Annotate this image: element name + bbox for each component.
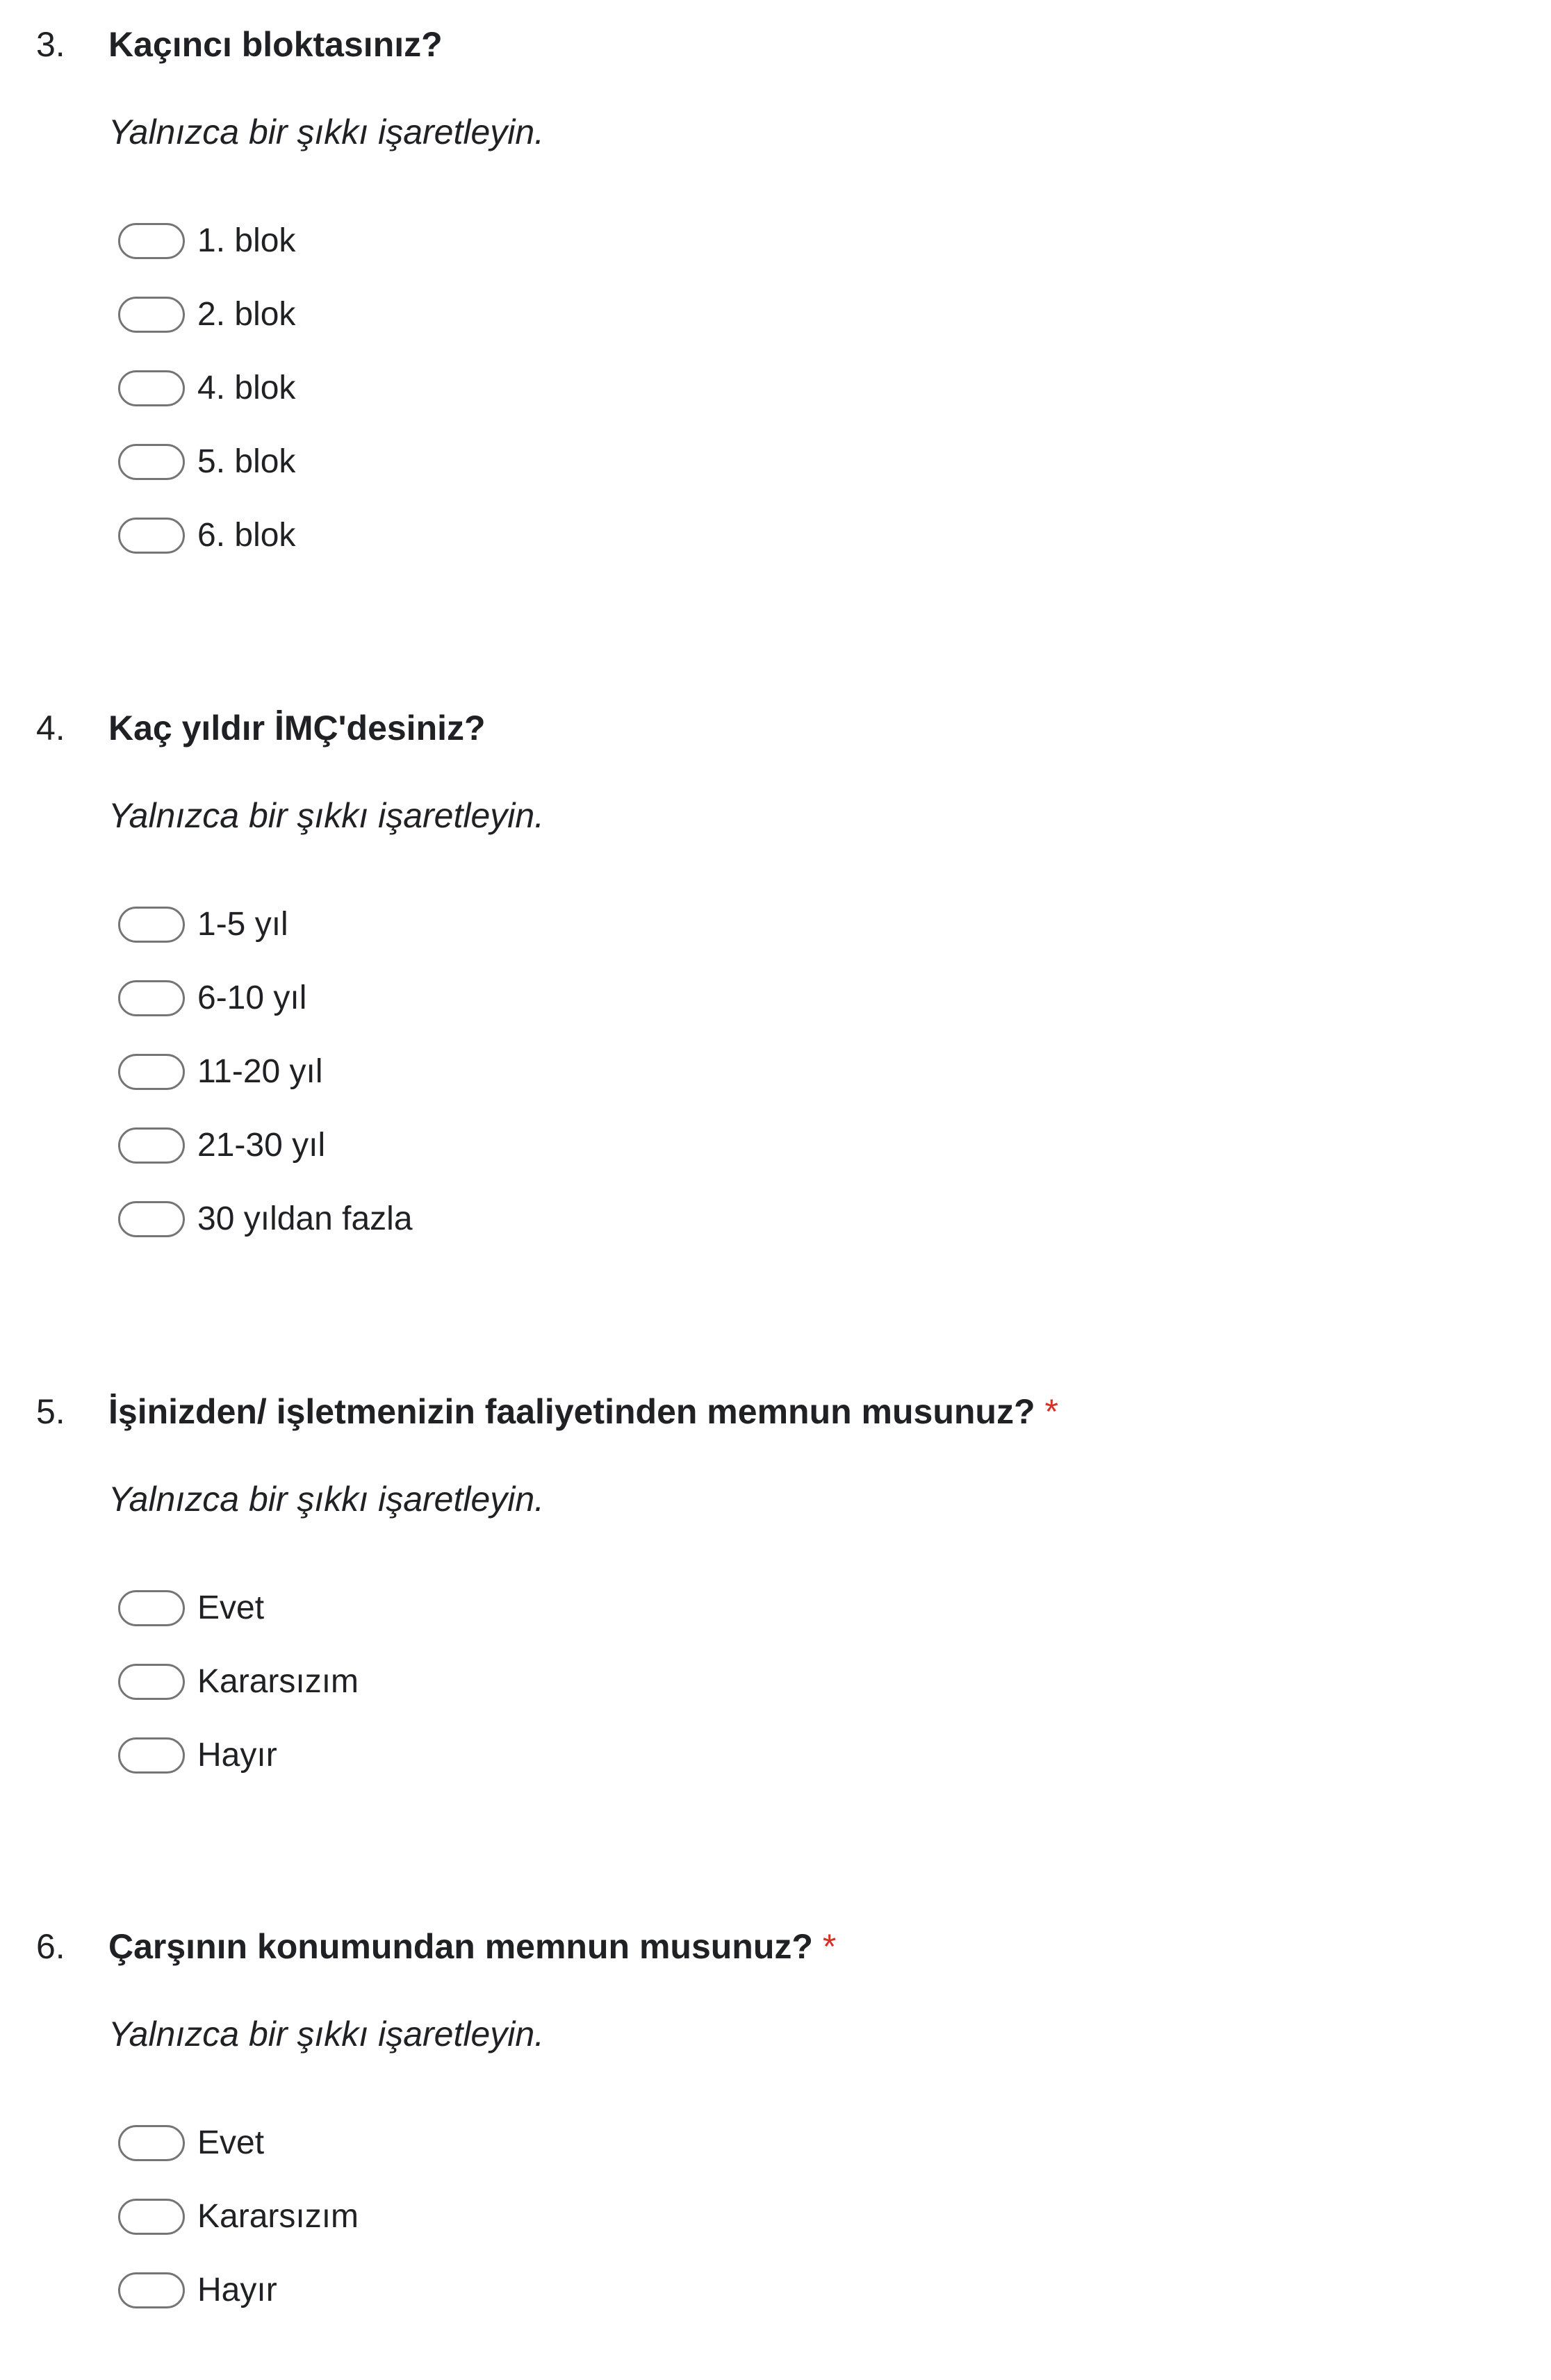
option-hayir[interactable] <box>118 1719 359 1792</box>
option-2-blok[interactable] <box>118 278 295 352</box>
radio-button[interactable] <box>118 1664 185 1700</box>
radio-button[interactable] <box>118 980 185 1016</box>
radio-button[interactable] <box>118 2272 185 2308</box>
option-label: 11-20 yıl <box>197 1053 323 1090</box>
question-title <box>108 1924 836 1969</box>
radio-button[interactable] <box>118 223 185 259</box>
required-mark: * <box>822 1927 837 1966</box>
question-number: 5. <box>36 1392 65 1431</box>
question-number: 3. <box>36 25 65 64</box>
option-5-blok[interactable] <box>118 425 295 499</box>
option-label: Kararsızım <box>197 1663 359 1700</box>
question-title <box>108 706 495 750</box>
radio-button[interactable] <box>118 1201 185 1237</box>
option-label: 21-30 yıl <box>197 1127 326 1164</box>
radio-button[interactable] <box>118 518 185 554</box>
option-label: Kararsızım <box>197 2198 359 2235</box>
question-title <box>108 1389 1058 1434</box>
question-instruction: Yalnızca bir şıkkı işaretleyin. <box>108 1480 545 1519</box>
question-title-text: Çarşının konumundan memnun musunuz? <box>108 1927 813 1966</box>
radio-button[interactable] <box>118 297 185 333</box>
option-list <box>118 1571 359 1792</box>
required-mark: * <box>1044 1392 1058 1431</box>
option-label: Evet <box>197 2124 265 2161</box>
question-title-text: İşinizden/ işletmenizin faaliyetinden memnun musunuz? <box>108 1392 1035 1431</box>
option-evet[interactable] <box>118 1571 359 1645</box>
option-list <box>118 204 295 572</box>
option-label: 5. blok <box>197 443 296 480</box>
question-instruction: Yalnızca bir şıkkı işaretleyin. <box>108 113 545 151</box>
option-1-5-yil[interactable] <box>118 888 413 961</box>
radio-button[interactable] <box>118 1737 185 1774</box>
radio-button[interactable] <box>118 2125 185 2161</box>
option-30-yildan-fazla[interactable] <box>118 1182 413 1256</box>
option-label: 6. blok <box>197 517 296 554</box>
option-21-30-yil[interactable] <box>118 1109 413 1182</box>
option-label: 6-10 yıl <box>197 980 307 1016</box>
question-title-text: Kaç yıldır İMÇ'desiniz? <box>108 709 486 747</box>
question-number: 6. <box>36 1927 65 1966</box>
option-label: Hayır <box>197 2272 277 2308</box>
question-instruction: Yalnızca bir şıkkı işaretleyin. <box>108 2015 545 2053</box>
radio-button[interactable] <box>118 1590 185 1626</box>
option-4-blok[interactable] <box>118 352 295 425</box>
radio-button[interactable] <box>118 1127 185 1164</box>
option-list <box>118 2106 359 2327</box>
option-label: 30 yıldan fazla <box>197 1200 413 1237</box>
option-label: Hayır <box>197 1737 277 1774</box>
option-1-blok[interactable] <box>118 204 295 278</box>
option-kararsizim[interactable] <box>118 2180 359 2254</box>
radio-button[interactable] <box>118 2199 185 2235</box>
option-6-10-yil[interactable] <box>118 961 413 1035</box>
option-hayir[interactable] <box>118 2254 359 2327</box>
option-evet[interactable] <box>118 2106 359 2180</box>
option-list <box>118 888 413 1256</box>
option-label: 4. blok <box>197 370 296 406</box>
radio-button[interactable] <box>118 1054 185 1090</box>
option-label: 1-5 yıl <box>197 906 288 943</box>
radio-button[interactable] <box>118 444 185 480</box>
question-instruction: Yalnızca bir şıkkı işaretleyin. <box>108 796 545 835</box>
option-kararsizim[interactable] <box>118 1645 359 1719</box>
question-number: 4. <box>36 709 65 747</box>
radio-button[interactable] <box>118 370 185 406</box>
question-title <box>108 22 452 67</box>
option-label: Evet <box>197 1589 265 1626</box>
option-label: 2. blok <box>197 296 296 333</box>
option-11-20-yil[interactable] <box>118 1035 413 1109</box>
option-label: 1. blok <box>197 222 296 259</box>
option-6-blok[interactable] <box>118 499 295 572</box>
question-title-text: Kaçıncı bloktasınız? <box>108 25 443 64</box>
radio-button[interactable] <box>118 907 185 943</box>
